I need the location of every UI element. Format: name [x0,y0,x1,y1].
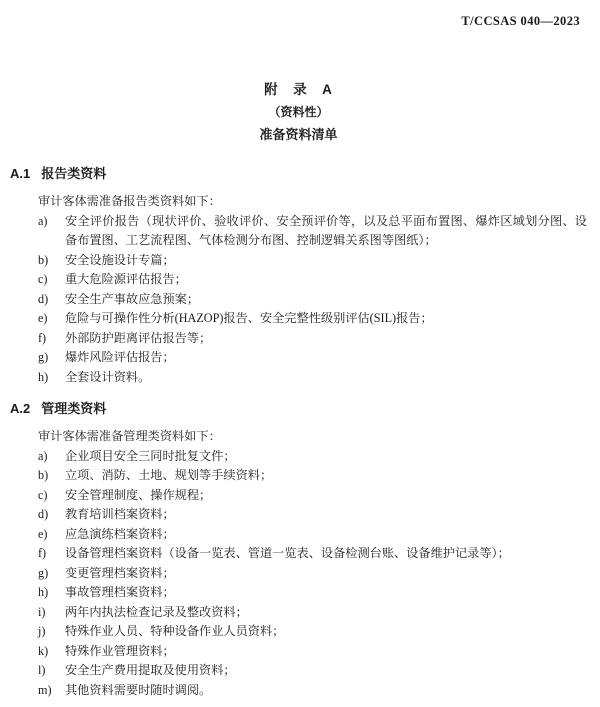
list-item [38,486,587,506]
appendix-title: 附 录 A [264,82,333,97]
list-item-label: d) [38,291,49,306]
list-item [38,466,587,486]
list-item-text: 安全评价报告（现状评价、验收评价、安全预评价等，以及总平面布置图、爆炸区域划分图、设备布置图、工艺流程图、气体检测分布图、控制逻辑关系图等图纸）； [65,213,587,247]
list-item-label: g) [38,350,49,364]
list-item-text: 两年内执法检查记录及整改资料； [65,604,248,619]
list-item-text: 变更管理档案资料； [65,565,175,580]
list-item-text: 事故管理档案资料； [65,585,175,599]
section-title: 报告类资料 [41,166,107,181]
section-a1 [10,166,587,387]
list-item-text: 重大危险源评估报告； [65,272,187,286]
section-a2 [10,401,587,700]
item-list [38,447,587,701]
list-item [38,564,587,584]
list-item [38,447,587,467]
list-item [38,348,587,368]
list-item-label: c) [38,487,48,502]
list-item [38,212,587,251]
item-list [38,212,587,388]
section-heading [10,166,587,181]
list-item [38,583,587,603]
list-item-label: f) [38,330,47,345]
list-item [38,544,587,564]
list-item [38,661,587,681]
list-item-label: i) [38,604,46,619]
section-heading [10,401,587,416]
list-item-label: a) [38,213,48,228]
list-item [38,642,587,662]
section-title: 管理类资料 [41,401,107,416]
list-item-text: 企业项目安全三同时批复文件； [65,448,236,463]
list-item-text: 立项、消防、土地、规划等手续资料； [65,468,273,482]
list-item-label: h) [38,585,49,599]
list-item [38,290,587,310]
list-item-label: k) [38,643,49,658]
list-item [38,681,587,701]
list-item-label: d) [38,507,49,521]
list-item [38,309,587,329]
list-item [38,251,587,271]
list-item [38,505,587,525]
list-item-text: 其他资料需要时随时调阅。 [65,682,212,697]
list-item-text: 安全设施设计专篇； [65,252,175,267]
list-item-text: 危险与可操作性分析(HAZOP)报告、安全完整性级别评估(SIL)报告； [65,311,433,325]
list-item-label: m) [38,682,52,697]
list-item [38,622,587,642]
appendix-type-note: （资料性） [268,105,329,119]
list-item-label: e) [38,311,48,325]
doc-code: T/CCSAS 040—2023 [461,14,580,28]
list-item-text: 安全生产费用提取及使用资料； [65,663,236,677]
list-item-label: h) [38,369,49,384]
list-item-label: j) [38,624,46,638]
list-item-text: 应急演练档案资料； [65,526,175,541]
list-item-label: a) [38,448,48,463]
list-item-text: 外部防护距离评估报告等； [65,330,212,345]
list-item-text: 爆炸风险评估报告； [65,350,175,364]
list-item-text: 安全生产事故应急预案； [65,291,200,306]
list-item [38,603,587,623]
list-item-label: g) [38,565,49,580]
list-item-label: e) [38,526,48,541]
list-item-label: b) [38,468,49,482]
list-item [38,525,587,545]
list-item-label: f) [38,546,47,560]
list-item-text: 教育培训档案资料； [65,507,175,521]
list-item [38,270,587,290]
appendix-name: 准备资料清单 [259,127,338,142]
section-intro: 审计客体需准备报告类资料如下： [38,194,221,208]
section-number: A.1 [10,166,31,181]
list-item-text: 特殊作业人员、特种设备作业人员资料； [65,624,285,638]
section-number: A.2 [10,401,31,416]
list-item-text: 设备管理档案资料（设备一览表、管道一览表、设备检测台账、设备维护记录等）； [65,546,510,560]
section-intro: 审计客体需准备管理类资料如下： [38,429,221,443]
appendix-title-block [10,82,587,142]
list-item-label: l) [38,663,46,677]
list-item-text: 安全管理制度、操作规程； [65,487,212,502]
list-item [38,368,587,388]
list-item-text: 全套设计资料。 [65,369,151,384]
list-item-label: c) [38,272,48,286]
list-item-text: 特殊作业管理资料； [65,643,175,658]
list-item [38,329,587,349]
list-item-label: b) [38,252,49,267]
